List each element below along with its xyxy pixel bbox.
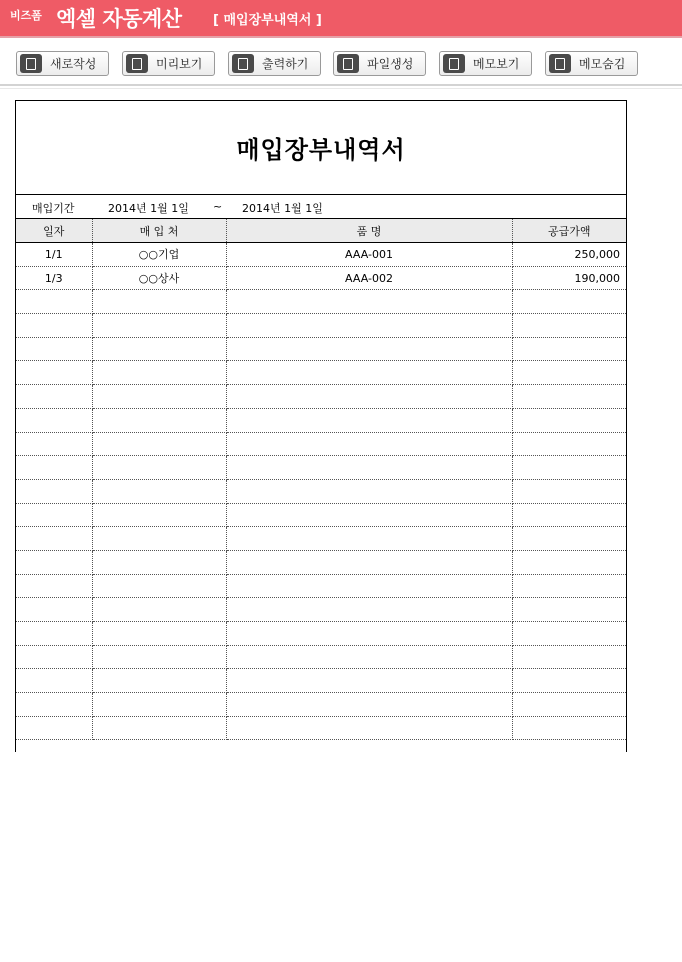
hide-memo-button[interactable] [545, 51, 638, 76]
cell-item-empty[interactable] [226, 598, 512, 622]
cell-amount[interactable]: 190,000 [512, 266, 626, 290]
cell-item-empty[interactable] [226, 361, 512, 385]
empty-table-row [16, 432, 626, 456]
show-memo-button[interactable] [439, 51, 532, 76]
cell-item-empty[interactable] [226, 385, 512, 409]
cell-amount-empty[interactable] [512, 550, 626, 574]
cell-item-empty[interactable] [226, 456, 512, 480]
cell-vendor-empty[interactable] [92, 598, 226, 622]
cell-vendor-empty[interactable] [92, 290, 226, 314]
cell-vendor-empty[interactable] [92, 550, 226, 574]
cell-amount-empty[interactable] [512, 314, 626, 338]
new-doc-icon [20, 54, 42, 73]
empty-table-row [16, 622, 626, 646]
memo-hide-icon [549, 54, 571, 73]
cell-amount-empty[interactable] [512, 669, 626, 693]
cell-vendor-empty[interactable] [92, 693, 226, 717]
cell-item-empty[interactable] [226, 550, 512, 574]
empty-table-row [16, 503, 626, 527]
toolbar [0, 40, 682, 84]
cell-date-empty[interactable] [16, 314, 92, 338]
cell-vendor-empty[interactable] [92, 622, 226, 646]
create-file-button[interactable] [333, 51, 426, 76]
cell-date-empty[interactable] [16, 456, 92, 480]
empty-table-row [16, 598, 626, 622]
cell-date[interactable]: 1/3 [16, 266, 92, 290]
preview-button-label: 미리보기 [156, 57, 203, 71]
folder-icon [337, 54, 359, 73]
empty-table-row [16, 693, 626, 717]
cell-amount-empty[interactable] [512, 337, 626, 361]
cell-date[interactable]: 1/1 [16, 243, 92, 267]
cell-amount-empty[interactable] [512, 456, 626, 480]
cell-vendor-empty[interactable] [92, 361, 226, 385]
cell-amount[interactable]: 250,000 [512, 243, 626, 267]
cell-vendor-empty[interactable] [92, 479, 226, 503]
new-button-label: 새로작성 [50, 57, 97, 71]
cell-amount-empty[interactable] [512, 693, 626, 717]
brand-subtitle: [ 매입장부내역서 ] [213, 13, 322, 28]
cell-date-empty[interactable] [16, 361, 92, 385]
empty-table-row [16, 645, 626, 669]
cell-date-empty[interactable] [16, 527, 92, 551]
cell-vendor-empty[interactable] [92, 314, 226, 338]
preview-button[interactable] [122, 51, 215, 76]
column-header-amount: 공급가액 [512, 219, 626, 243]
period-start-cell[interactable]: 2014년 1월 1일 [108, 202, 189, 215]
table-body [16, 243, 626, 740]
brand-logo-small: 비즈폼 [10, 9, 42, 22]
cell-vendor-empty[interactable] [92, 645, 226, 669]
monitor-icon [126, 54, 148, 73]
cell-item-empty[interactable] [226, 527, 512, 551]
empty-table-row [16, 385, 626, 409]
empty-table-row [16, 550, 626, 574]
cell-amount-empty[interactable] [512, 385, 626, 409]
cell-vendor-empty[interactable] [92, 337, 226, 361]
empty-table-row [16, 337, 626, 361]
cell-item-empty[interactable] [226, 622, 512, 646]
hide-memo-button-label: 메모숨김 [579, 57, 626, 71]
print-icon [232, 54, 254, 73]
cell-amount-empty[interactable] [512, 574, 626, 598]
cell-date-empty[interactable] [16, 693, 92, 717]
cell-date-empty[interactable] [16, 716, 92, 740]
cell-item-empty[interactable] [226, 337, 512, 361]
cell-amount-empty[interactable] [512, 408, 626, 432]
cell-item-empty[interactable] [226, 645, 512, 669]
purchase-period-row [16, 195, 626, 218]
cell-item-empty[interactable] [226, 290, 512, 314]
cell-item-empty[interactable] [226, 669, 512, 693]
cell-item-empty[interactable] [226, 693, 512, 717]
cell-vendor-empty[interactable] [92, 408, 226, 432]
cell-date-empty[interactable] [16, 598, 92, 622]
cell-date-empty[interactable] [16, 432, 92, 456]
table-row [16, 243, 626, 267]
cell-amount-empty[interactable] [512, 527, 626, 551]
cell-vendor-empty[interactable] [92, 456, 226, 480]
cell-date-empty[interactable] [16, 479, 92, 503]
cell-item-empty[interactable] [226, 432, 512, 456]
cell-date-empty[interactable] [16, 550, 92, 574]
toolbar-divider [0, 84, 682, 86]
document-title[interactable]: 매입장부내역서 [16, 101, 626, 195]
cell-vendor-empty[interactable] [92, 385, 226, 409]
cell-item[interactable]: AAA-001 [226, 243, 512, 267]
cell-item-empty[interactable] [226, 574, 512, 598]
cell-date-empty[interactable] [16, 385, 92, 409]
cell-vendor[interactable]: ○○상사 [92, 266, 226, 290]
new-button[interactable] [16, 51, 109, 76]
cell-item-empty[interactable] [226, 479, 512, 503]
cell-amount-empty[interactable] [512, 598, 626, 622]
cell-amount-empty[interactable] [512, 716, 626, 740]
purchase-ledger-sheet [15, 100, 627, 752]
cell-date-empty[interactable] [16, 408, 92, 432]
cell-amount-empty[interactable] [512, 479, 626, 503]
empty-table-row [16, 479, 626, 503]
cell-amount-empty[interactable] [512, 622, 626, 646]
purchase-table [16, 218, 626, 740]
empty-table-row [16, 716, 626, 740]
app-header [0, 0, 682, 38]
toolbar-divider-light [0, 88, 682, 89]
empty-table-row [16, 456, 626, 480]
cell-amount-empty[interactable] [512, 503, 626, 527]
cell-vendor-empty[interactable] [92, 432, 226, 456]
cell-vendor-empty[interactable] [92, 503, 226, 527]
cell-date-empty[interactable] [16, 503, 92, 527]
empty-table-row [16, 361, 626, 385]
empty-table-row [16, 574, 626, 598]
cell-vendor[interactable]: ○○기업 [92, 243, 226, 267]
print-button-label: 출력하기 [262, 57, 309, 71]
empty-table-row [16, 408, 626, 432]
empty-table-row [16, 669, 626, 693]
memo-icon [443, 54, 465, 73]
empty-table-row [16, 290, 626, 314]
cell-date-empty[interactable] [16, 622, 92, 646]
empty-table-row [16, 527, 626, 551]
cell-date-empty[interactable] [16, 645, 92, 669]
cell-date-empty[interactable] [16, 337, 92, 361]
table-row [16, 266, 626, 290]
table-header-row [16, 219, 626, 243]
create-file-button-label: 파일생성 [367, 57, 414, 71]
cell-vendor-empty[interactable] [92, 527, 226, 551]
cell-item-empty[interactable] [226, 716, 512, 740]
cell-amount-empty[interactable] [512, 290, 626, 314]
cell-item[interactable]: AAA-002 [226, 266, 512, 290]
empty-table-row [16, 314, 626, 338]
period-end-cell[interactable]: 2014년 1월 1일 [242, 202, 323, 215]
cell-date-empty[interactable] [16, 669, 92, 693]
cell-date-empty[interactable] [16, 574, 92, 598]
print-button[interactable] [228, 51, 321, 76]
cell-item-empty[interactable] [226, 408, 512, 432]
cell-item-empty[interactable] [226, 503, 512, 527]
show-memo-button-label: 메모보기 [473, 57, 520, 71]
column-header-item: 품 명 [226, 219, 512, 243]
cell-amount-empty[interactable] [512, 645, 626, 669]
cell-amount-empty[interactable] [512, 361, 626, 385]
column-header-vendor: 매 입 처 [92, 219, 226, 243]
cell-item-empty[interactable] [226, 314, 512, 338]
brand-title: 엑셀 자동계산 [56, 7, 182, 31]
cell-vendor-empty[interactable] [92, 716, 226, 740]
cell-vendor-empty[interactable] [92, 574, 226, 598]
period-label: 매입기간 [32, 202, 75, 215]
cell-amount-empty[interactable] [512, 432, 626, 456]
column-header-date: 일자 [16, 219, 92, 243]
cell-date-empty[interactable] [16, 290, 92, 314]
cell-vendor-empty[interactable] [92, 669, 226, 693]
period-separator: ~ [213, 200, 223, 213]
